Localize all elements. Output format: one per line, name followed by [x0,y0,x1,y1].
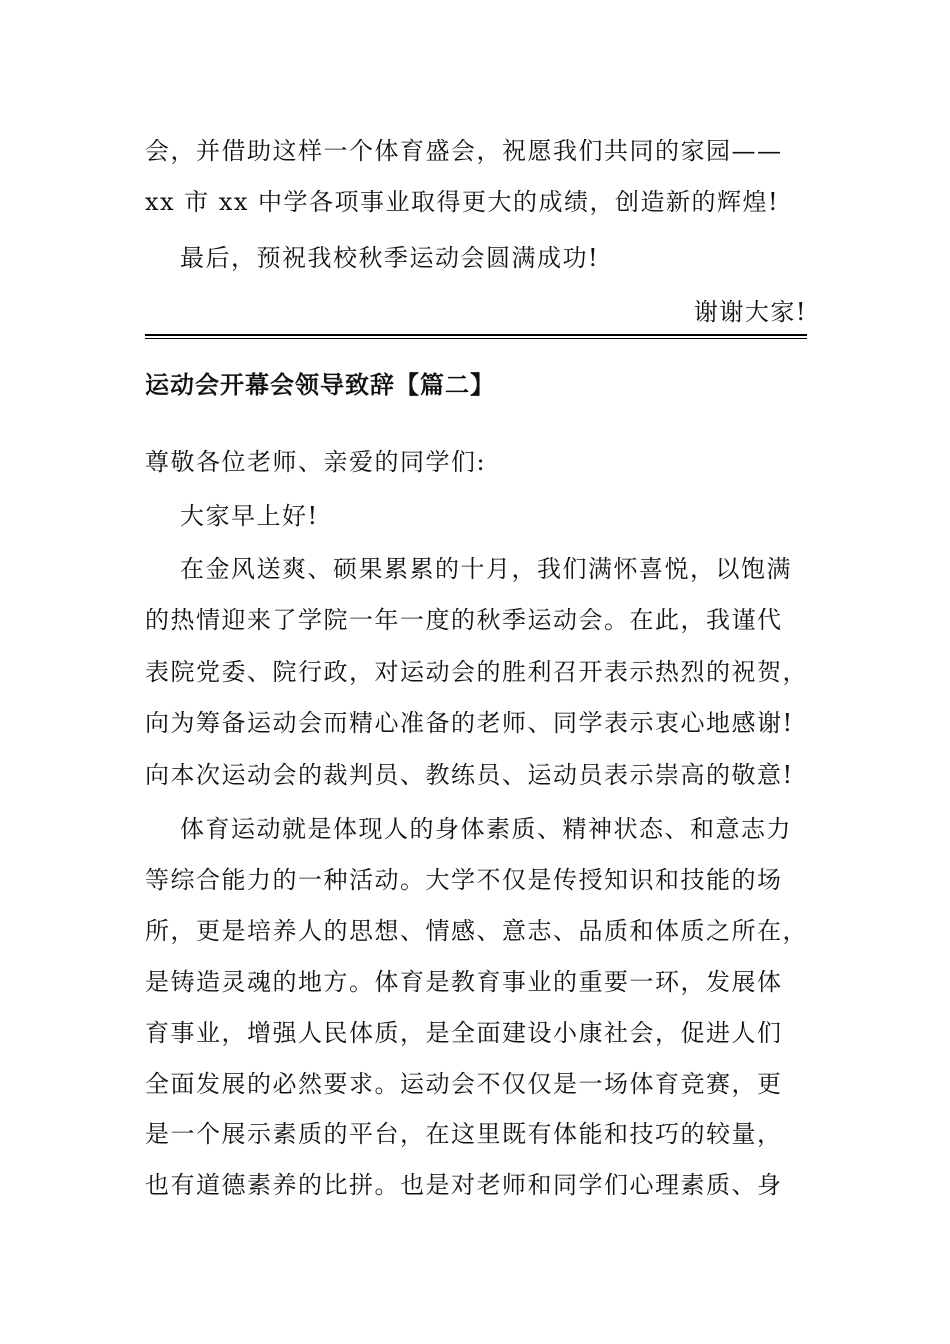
paragraph-line: 所，更是培养人的思想、情感、意志、品质和体质之所在， [145,917,808,945]
paragraph-line: 是一个展示素质的平台，在这里既有体能和技巧的较量， [145,1120,783,1148]
closing-wish: 最后，预祝我校秋季运动会圆满成功! [180,244,600,272]
paragraph-line: xx 市 xx 中学各项事业取得更大的成绩，创造新的辉煌! [145,188,780,216]
paragraph-line: 是铸造灵魂的地方。体育是教育事业的重要一环，发展体 [145,968,783,996]
paragraph-line: 育事业，增强人民体质，是全面建设小康社会，促进人们 [145,1019,783,1047]
section-title: 运动会开幕会领导致辞【篇二】 [145,371,495,399]
section-divider [145,334,807,336]
paragraph-line: 会，并借助这样一个体育盛会，祝愿我们共同的家园—— [145,137,783,165]
paragraph-line: 在金风送爽、硕果累累的十月，我们满怀喜悦，以饱满 [180,555,792,583]
paragraph-line: 全面发展的必然要求。运动会不仅仅是一场体育竞赛，更 [145,1070,783,1098]
paragraph-line: 向为筹备运动会而精心准备的老师、同学表示衷心地感谢! [145,709,794,737]
paragraph-line: 等综合能力的一种活动。大学不仅是传授知识和技能的场 [145,866,783,894]
paragraph-line: 体育运动就是体现人的身体素质、精神状态、和意志力 [180,815,792,843]
paragraph-line: 向本次运动会的裁判员、教练员、运动员表示崇高的敬意! [145,761,794,789]
thanks-line: 谢谢大家! [693,298,807,326]
paragraph-line: 的热情迎来了学院一年一度的秋季运动会。在此，我谨代 [145,606,783,634]
greeting: 大家早上好! [180,502,319,530]
section-divider-thin [145,338,807,339]
paragraph-line: 也有道德素养的比拼。也是对老师和同学们心理素质、身 [145,1171,783,1199]
paragraph-line: 表院党委、院行政，对运动会的胜利召开表示热烈的祝贺， [145,658,808,686]
salutation: 尊敬各位老师、亲爱的同学们: [145,448,487,476]
